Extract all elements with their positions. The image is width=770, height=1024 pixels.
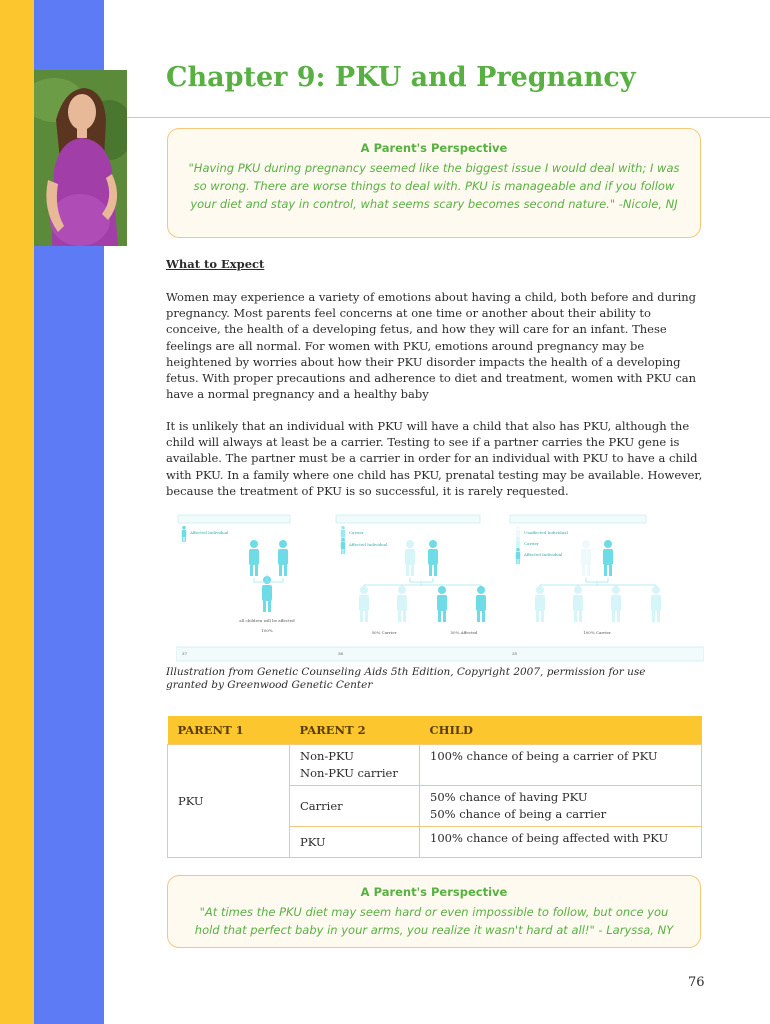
parent2-line: Non-PKU [300,749,354,763]
chapter-title: Chapter 9: PKU and Pregnancy [166,62,636,93]
svg-text:36: 36 [338,651,344,656]
svg-text:100% Carrier: 100% Carrier [583,630,611,635]
quote-heading: A Parent's Perspective [360,141,508,155]
section-heading: What to Expect [166,257,265,271]
child-line: 100% chance of being affected with PKU [430,831,669,845]
svg-text:35: 35 [512,651,518,656]
diagram-panel-1 [182,526,295,656]
page-ref: 37 [182,651,188,656]
parent2-line: Non-PKU carrier [300,766,398,780]
child-line: 50% chance of having PKU [430,790,588,804]
header-rule [127,117,770,118]
col-header-parent1: PARENT 1 [168,716,290,745]
table-row [168,745,702,786]
parent-perspective-box-1 [167,128,701,238]
svg-text:Affected Individual: Affected Individual [349,542,388,547]
col-header-parent2: PARENT 2 [290,716,420,745]
col-header-child: CHILD [420,716,702,745]
diagram-panel-3 [512,526,661,656]
svg-text:Affected Individual: Affected Individual [524,552,563,557]
parent2-line: Carrier [300,798,343,813]
svg-text:50% Carrier: 50% Carrier [371,630,397,635]
page-number: 76 [688,975,705,990]
parent1-cell: PKU [168,745,290,858]
diagram-panel-2 [338,526,486,656]
illustration-caption: Illustration from Genetic Counseling Aids 5th Edition, Copyright 2007, permission for use granted by Greenwood Genetic Center [166,666,646,691]
quote-heading: A Parent's Perspective [360,885,508,899]
quote-text: "At times the PKU diet may seem hard or even impossible to follow, but once you hold that perfect baby in your arms, you realize it wasn't hard at all!" - Laryssa, NY [194,905,674,937]
inheritance-table [167,716,702,858]
quote-text: "Having PKU during pregnancy seemed like the biggest issue I would deal with; I was so wrong. There are worse things to deal with. PKU is manageable and if you follow your diet and stay in control, what seems scary becomes second nature." -Nicole, NJ [188,161,680,211]
svg-text:50% Affected: 50% Affected [450,630,478,635]
parent-perspective-box-2 [167,875,701,948]
child-line: 100% chance of being a carrier of PKU [430,749,658,763]
body-paragraph-1: Women may experience a variety of emotions about having a child, both before and during pregnancy. Most parents feel concerns at one time or another about their ability to conceive, the health of a developing fetus, and how they will care for an infant. These feelings are all normal. For women with PKU, emotions around pregnancy may be heightened by worries about how their PKU disorder impacts the health of a developing fetus. With proper precautions and adherence to diet and treatment, women with PKU can have a normal pregnancy and a healthy baby [166,290,697,402]
pregnant-woman-photo [34,70,127,246]
children-note: all children will be affected [239,618,295,623]
child-line: 50% chance of being a carrier [430,807,607,821]
svg-text:Carrier: Carrier [349,530,364,535]
parent2-line: PKU [300,834,326,849]
legend-text: Affected Individual [190,530,229,535]
svg-text:Carrier: Carrier [524,541,539,546]
percent-label: 100% [261,628,273,633]
inheritance-diagram [176,512,704,662]
body-paragraph-2: It is unlikely that an individual with PKU will have a child that also has PKU, although the child will always at least be a carrier. Testing to see if a partner carries the PKU gene is available. The partner must be a carrier in order for an individual with PKU to have a child with PKU. In a family where one child has PKU, prenatal testing may be available. However, because the treatment of PKU is so successful, it is rarely requested. [166,419,703,498]
svg-text:Unaffected Individual: Unaffected Individual [524,530,568,535]
yellow-margin-stripe [0,0,34,1024]
